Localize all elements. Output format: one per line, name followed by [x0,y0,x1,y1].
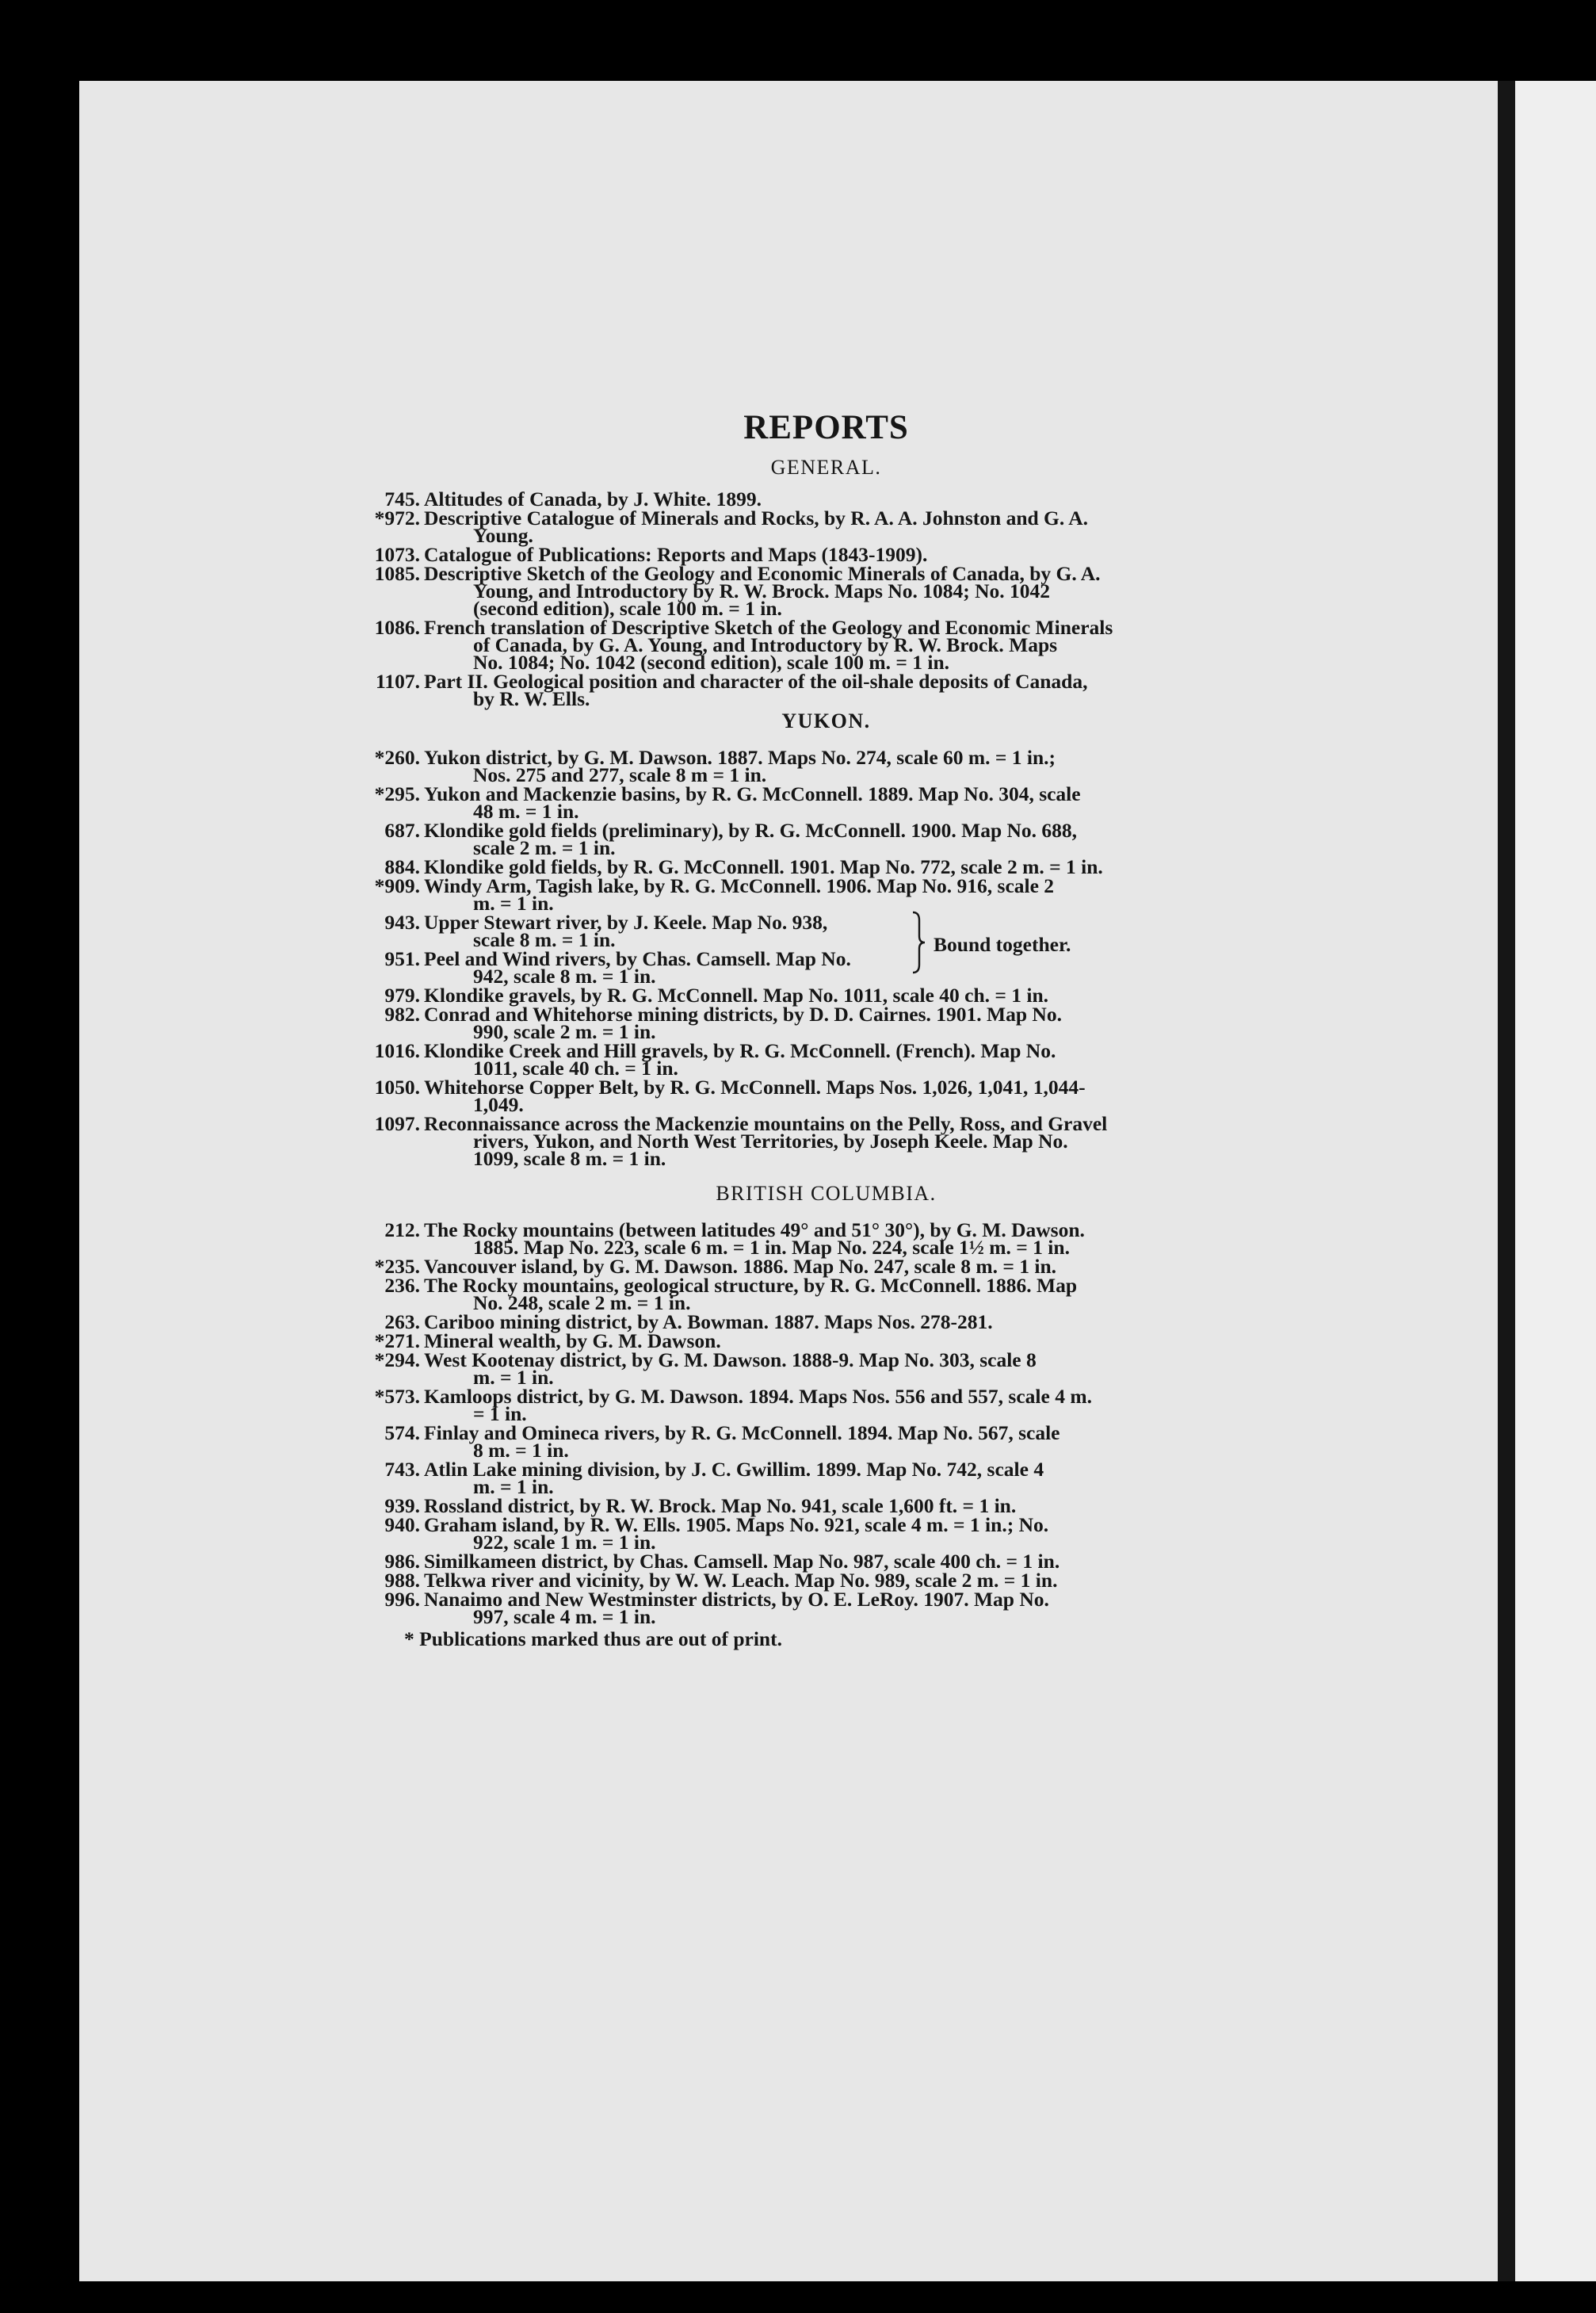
report-description: Catalogue of Publications: Reports and Maps (1843-1909). [424,543,928,566]
entry-list-general [357,487,1296,710]
report-description: Vancouver island, by G. M. Dawson. 1886. Map No. 247, scale 8 m. = 1 in. [424,1255,1057,1278]
report-description-continued: m. = 1 in. [473,1366,554,1389]
report-entry [357,616,1296,674]
report-entry [357,1039,1296,1080]
footnote: * Publications marked thus are out of print. [404,1627,782,1650]
report-entry [357,1329,1296,1352]
section-heading-yukon: YUKON. [781,709,871,732]
report-description-continued: 922, scale 1 m. = 1 in. [473,1531,656,1554]
report-description-continued: (second edition), scale 100 m. = 1 in. [473,597,782,620]
page-title: REPORTS [743,409,909,446]
book-gutter [1498,81,1515,2281]
report-number: 1016. [374,1039,420,1062]
report-description: Klondike gold fields, by R. G. McConnell. 1901. Map No. 772, scale 2 m. = 1 in. [424,855,1103,878]
report-description: Conrad and Whitehorse mining districts, by D. D. Cairnes. 1901. Map No. [424,1003,1062,1026]
report-entry [357,1421,1296,1462]
report-description: Reconnaissance across the Mackenzie mountains on the Pelly, Ross, and Gravel [424,1112,1108,1135]
report-entry [357,1588,1296,1628]
report-number: *573. [374,1385,420,1408]
report-description: Windy Arm, Tagish lake, by R. G. McConnell. 1906. Map No. 916, scale 2 [424,874,1055,897]
report-entry [357,487,1296,510]
report-description-continued: 8 m. = 1 in. [473,1439,569,1462]
report-entry [357,874,1296,915]
report-entry [357,746,1296,786]
report-entry [357,1003,1296,1043]
report-description: Graham island, by R. W. Ells. 1905. Maps No. 921, scale 4 m. = 1 in.; No. [424,1513,1049,1536]
report-description-continued: rivers, Yukon, and North West Territories, by Joseph Keele. Map No. [473,1130,1068,1153]
report-description-continued: No. 248, scale 2 m. = 1 in. [473,1291,691,1314]
report-description: Cariboo mining district, by A. Bowman. 1887. Maps Nos. 278-281. [424,1310,993,1333]
report-description: Telkwa river and vicinity, by W. W. Leach. Map No. 989, scale 2 m. = 1 in. [424,1569,1058,1592]
report-number: 943. [384,911,420,934]
report-description-continued: m. = 1 in. [473,892,554,915]
report-number: *909. [374,874,420,897]
report-number: *235. [374,1255,420,1278]
report-number: *260. [374,746,420,769]
report-description: Yukon district, by G. M. Dawson. 1887. Maps No. 274, scale 60 m. = 1 in.; [424,746,1056,769]
report-description: Klondike gravels, by R. G. McConnell. Map No. 1011, scale 40 ch. = 1 in. [424,984,1049,1007]
report-number: 1086. [374,616,420,639]
report-description-continued: 1011, scale 40 ch. = 1 in. [473,1057,678,1080]
report-description: Part II. Geological position and character of the oil-shale deposits of Canada, [424,670,1088,693]
report-entry [357,1569,1296,1592]
report-description-continued: No. 1084; No. 1042 (second edition), scale 100 m. = 1 in. [473,651,950,674]
report-entry [357,1458,1296,1498]
report-number: *271. [374,1329,420,1352]
report-entry [357,911,907,951]
report-entry [357,1274,1296,1314]
report-entry [357,507,1296,547]
report-entry [357,1494,1296,1517]
report-entry [357,562,1296,620]
report-description: Rossland district, by R. W. Brock. Map No. 941, scale 1,600 ft. = 1 in. [424,1494,1017,1517]
report-number: 745. [384,487,420,510]
report-number: 996. [384,1588,420,1611]
report-number: 236. [384,1274,420,1297]
report-number: 574. [384,1421,420,1444]
bound-together-note: Bound together. [934,933,1071,956]
facing-page-edge [1515,81,1596,2281]
report-description-continued: 942, scale 8 m. = 1 in. [473,965,656,988]
report-number: 263. [384,1310,420,1333]
report-entry [357,670,1296,710]
report-number: 940. [384,1513,420,1536]
entry-list-bound [357,911,1296,988]
report-entry [357,1076,1296,1116]
report-description-continued: Young. [473,524,533,547]
report-description-continued: 997, scale 4 m. = 1 in. [473,1605,656,1628]
report-number: 951. [384,947,420,970]
bound-together-group [357,911,1296,988]
report-number: 1073. [374,543,420,566]
report-entry [357,1218,1296,1259]
report-entry [357,1255,1296,1278]
report-number: 743. [384,1458,420,1481]
report-number: *295. [374,782,420,805]
entry-list-british-columbia [357,1218,1296,1628]
report-description: Altitudes of Canada, by J. White. 1899. [424,487,762,510]
report-description-continued: scale 8 m. = 1 in. [473,928,616,951]
report-description: Atlin Lake mining division, by J. C. Gwillim. 1899. Map No. 742, scale 4 [424,1458,1044,1481]
report-entry [357,1385,1296,1425]
report-description-continued: scale 2 m. = 1 in. [473,836,616,859]
report-description: Descriptive Catalogue of Minerals and Rocks, by R. A. A. Johnston and G. A. [424,507,1089,530]
report-description-continued: m. = 1 in. [473,1475,554,1498]
report-entry [357,543,1296,566]
report-description-continued: Young, and Introductory by R. W. Brock. Maps No. 1084; No. 1042 [473,579,1051,602]
report-number: *294. [374,1348,420,1371]
report-entry [357,1112,1296,1170]
report-entry [357,1550,1296,1573]
report-description: Descriptive Sketch of the Geology and Economic Minerals of Canada, by G. A. [424,562,1101,585]
report-entry [357,947,907,988]
report-description: Finlay and Omineca rivers, by R. G. McConnell. 1894. Map No. 567, scale [424,1421,1060,1444]
report-description: Klondike Creek and Hill gravels, by R. G. McConnell. (French). Map No. [424,1039,1056,1062]
report-entry [357,984,1296,1007]
report-description: Peel and Wind rivers, by Chas. Camsell. Map No. [424,947,851,970]
report-description: Yukon and Mackenzie basins, by R. G. McConnell. 1889. Map No. 304, scale [424,782,1081,805]
report-description: The Rocky mountains (between latitudes 49° and 51° 30°), by G. M. Dawson. [424,1218,1085,1241]
report-description-continued: 990, scale 2 m. = 1 in. [473,1020,656,1043]
report-entry [357,1348,1296,1389]
report-number: 979. [384,984,420,1007]
report-description: Mineral wealth, by G. M. Dawson. [424,1329,721,1352]
report-description-continued: Nos. 275 and 277, scale 8 m = 1 in. [473,763,767,786]
report-number: 212. [384,1218,420,1241]
report-description: Upper Stewart river, by J. Keele. Map No. 938, [424,911,828,934]
report-number: 939. [384,1494,420,1517]
report-number: 1097. [374,1112,420,1135]
report-description-continued: of Canada, by G. A. Young, and Introductory by R. W. Brock. Maps [473,633,1058,656]
report-description-continued: 1099, scale 8 m. = 1 in. [473,1147,666,1170]
report-description-continued: 48 m. = 1 in. [473,800,579,823]
section-heading-general: GENERAL. [770,456,882,479]
report-description: Nanaimo and New Westminster districts, by O. E. LeRoy. 1907. Map No. [424,1588,1049,1611]
report-number: 687. [384,819,420,842]
right-brace-icon [911,911,926,974]
report-entry [357,1310,1296,1333]
report-entry [357,782,1296,823]
entry-list-yukon-continued [357,984,1296,1170]
report-description: Klondike gold fields (preliminary), by R. G. McConnell. 1900. Map No. 688, [424,819,1078,842]
report-number: 1085. [374,562,420,585]
report-number: 1107. [376,670,420,693]
report-entry [357,855,1296,878]
report-number: 884. [384,855,420,878]
reports-catalogue [357,408,1296,1648]
report-description-continued: 1,049. [473,1093,524,1116]
report-description: West Kootenay district, by G. M. Dawson. 1888-9. Map No. 303, scale 8 [424,1348,1037,1371]
report-entry [357,1513,1296,1554]
report-description: Whitehorse Copper Belt, by R. G. McConnell. Maps Nos. 1,026, 1,041, 1,044- [424,1076,1086,1099]
report-entry [357,819,1296,859]
report-number: 982. [384,1003,420,1026]
report-description: The Rocky mountains, geological structure, by R. G. McConnell. 1886. Map [424,1274,1078,1297]
report-number: 1050. [374,1076,420,1099]
report-description: French translation of Descriptive Sketch of the Geology and Economic Minerals [424,616,1113,639]
report-description-continued: = 1 in. [473,1402,527,1425]
report-number: 988. [384,1569,420,1592]
report-number: 986. [384,1550,420,1573]
report-description: Similkameen district, by Chas. Camsell. Map No. 987, scale 400 ch. = 1 in. [424,1550,1060,1573]
entry-list-yukon [357,746,1296,915]
report-description-continued: by R. W. Ells. [473,687,590,710]
section-heading-british-columbia: BRITISH COLUMBIA. [716,1182,937,1205]
report-description: Kamloops district, by G. M. Dawson. 1894. Maps Nos. 556 and 557, scale 4 m. [424,1385,1092,1408]
report-description-continued: 1885. Map No. 223, scale 6 m. = 1 in. Map No. 224, scale 1½ m. = 1 in. [473,1236,1070,1259]
report-number: *972. [374,507,420,530]
